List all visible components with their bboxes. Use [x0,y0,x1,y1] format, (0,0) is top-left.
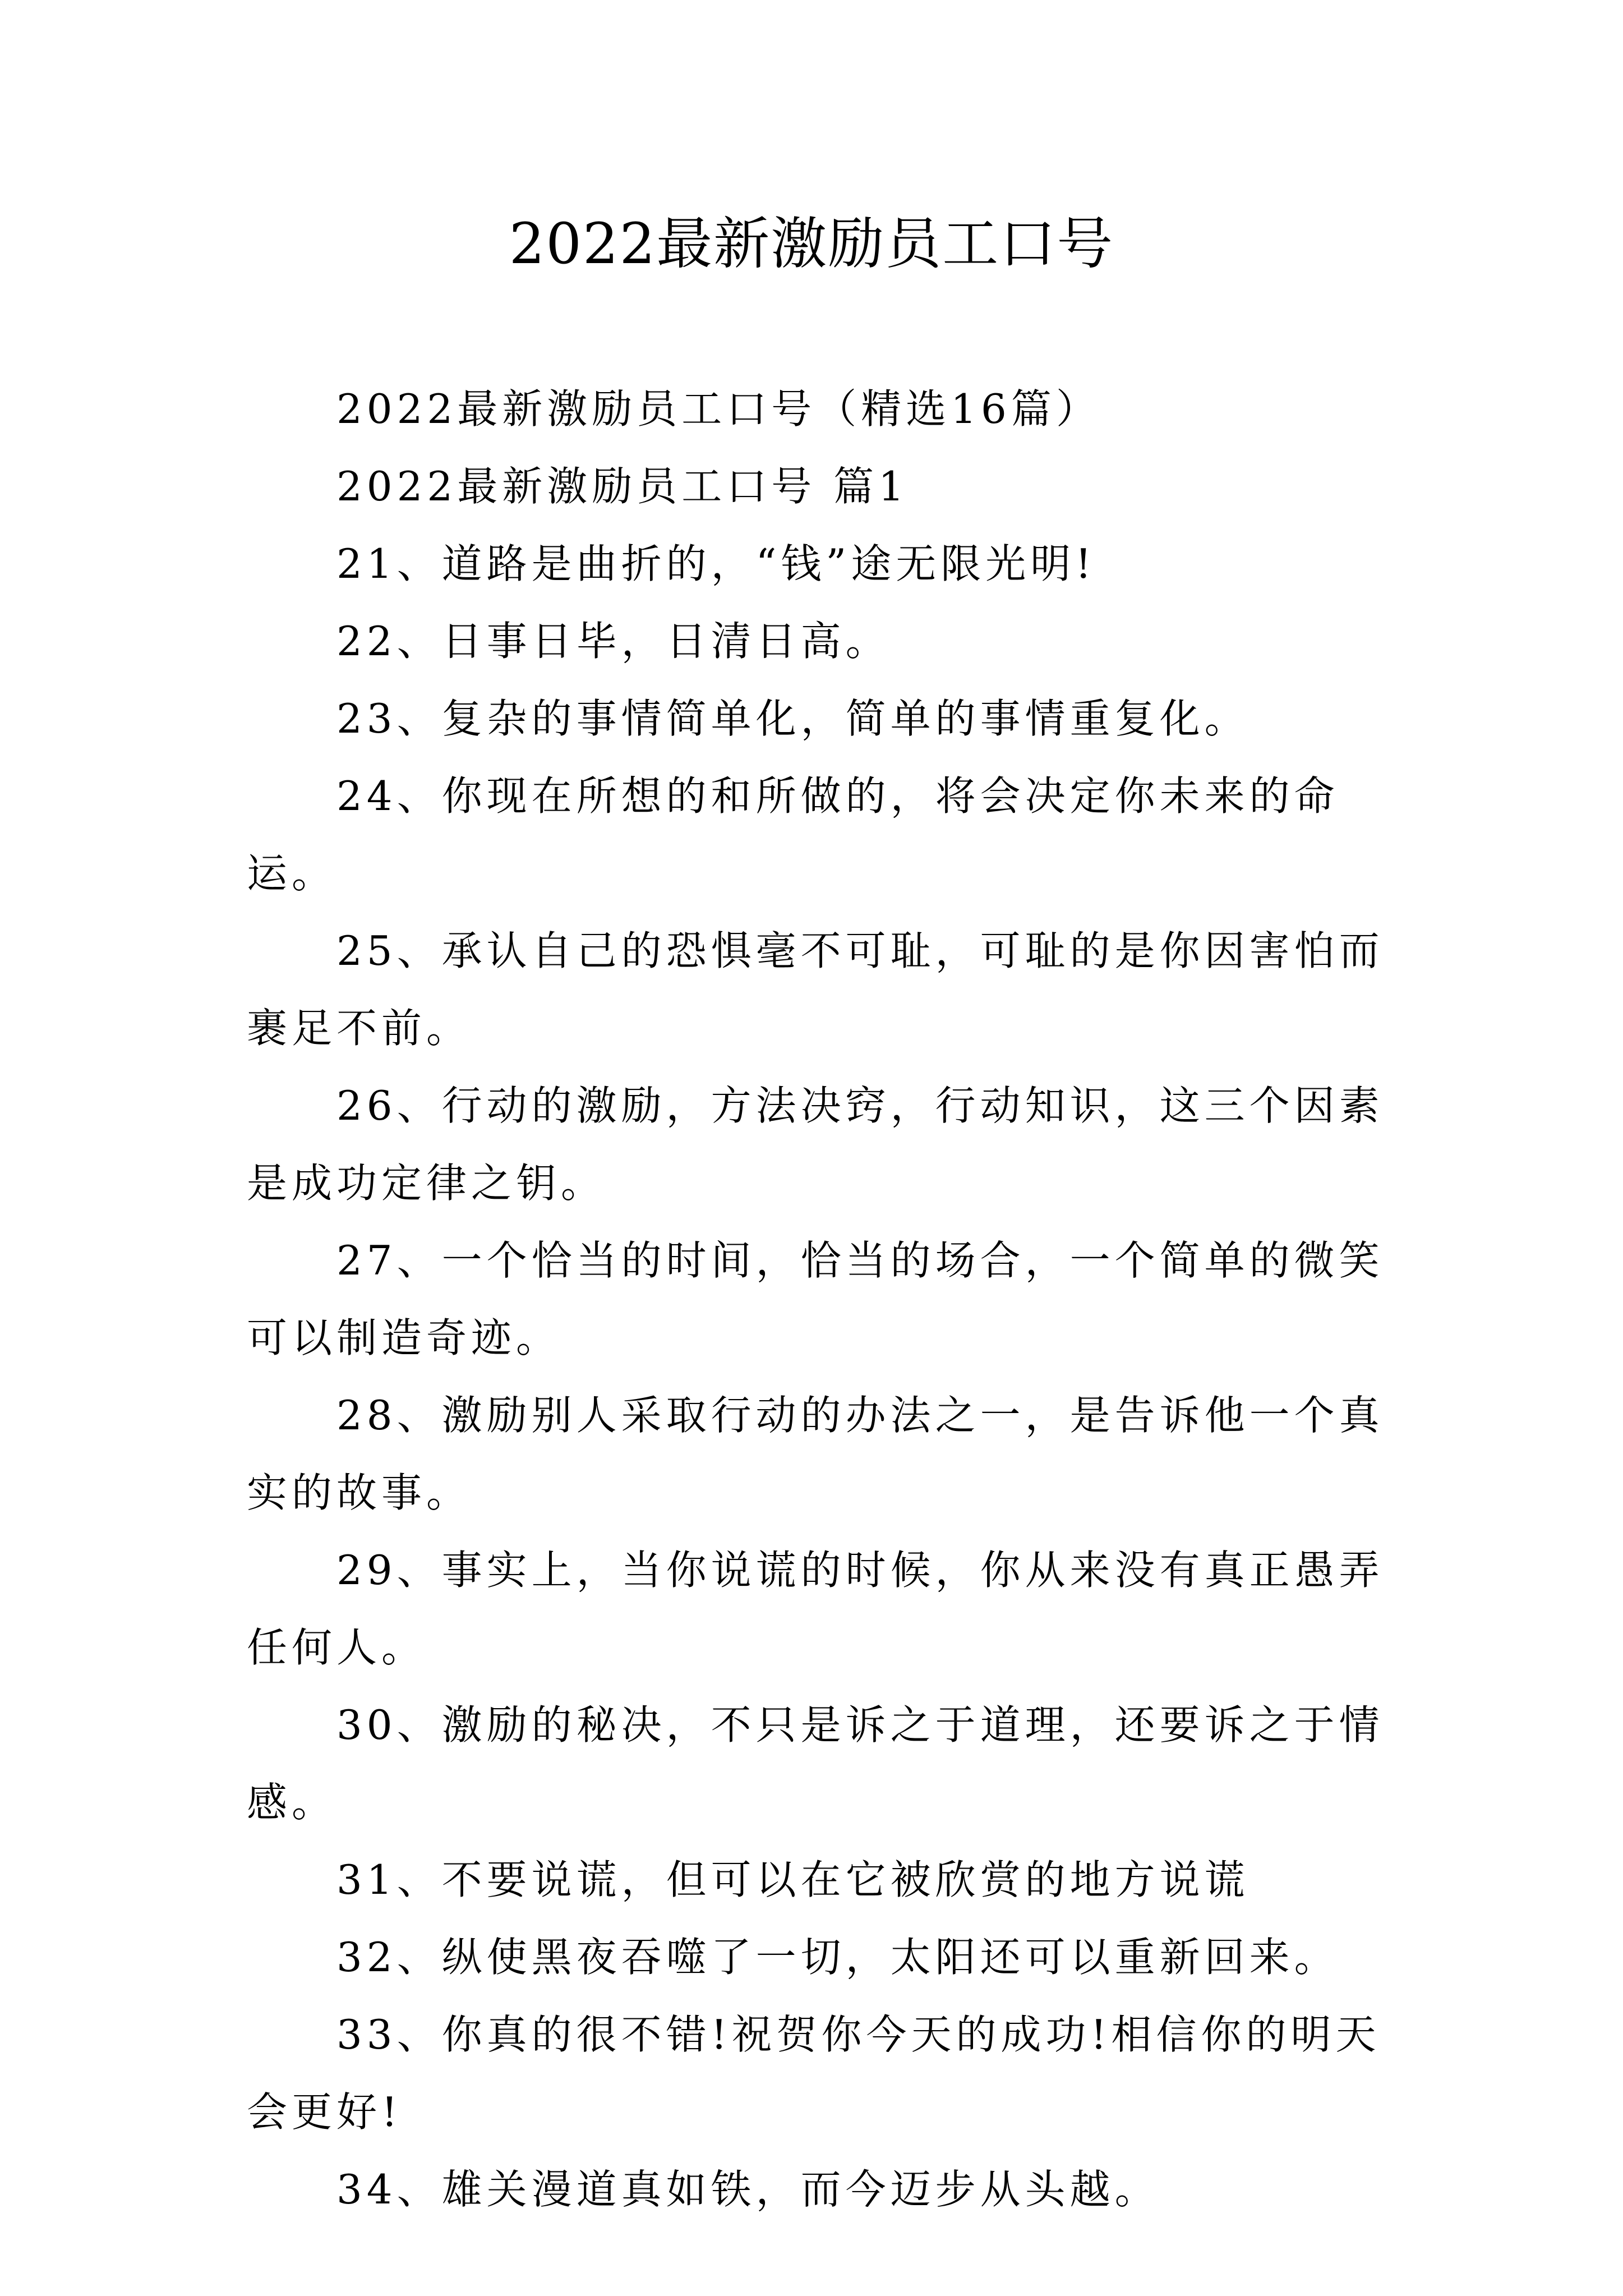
document-title: 2022最新激励员工口号 [509,211,1114,277]
slogan-item: 32、纵使黑夜吞噬了一切，太阳还可以重新回来。 [336,1934,1339,1981]
slogan-item: 22、日事日毕，日清日高。 [336,618,891,665]
slogan-item: 21、道路是曲折的，“钱”途无限光明! [336,540,1096,587]
document-subtitle: 2022最新激励员工口号（精选16篇） [336,385,1101,432]
slogan-item: 27、一个恰当的时间，恰当的场合，一个简单的微笑可以制造奇迹。 [247,1237,1384,1361]
slogan-item: 34、雄关漫道真如铁，而今迈步从头越。 [336,2166,1160,2213]
slogan-item: 23、复杂的事情简单化，简单的事情重复化。 [336,695,1249,742]
slogan-item: 25、承认自己的恐惧毫不可耻，可耻的是你因害怕而裹足不前。 [247,927,1384,1052]
document-body [247,370,1391,2228]
section-heading: 2022最新激励员工口号 篇1 [336,463,909,510]
slogan-item: 29、事实上，当你说谎的时候，你从来没有真正愚弄任何人。 [247,1547,1384,1671]
slogan-item: 33、你真的很不错!祝贺你今天的成功!相信你的明天会更好! [247,2011,1381,2136]
slogan-item: 24、你现在所想的和所做的，将会决定你未来的命运。 [247,772,1339,897]
slogan-item: 30、激励的秘决，不只是诉之于道理，还要诉之于情感。 [247,1701,1384,1826]
slogan-item: 26、行动的激励，方法决窍，行动知识，这三个因素是成功定律之钥。 [247,1082,1384,1207]
slogan-item: 31、不要说谎，但可以在它被欣赏的地方说谎 [336,1856,1249,1903]
slogan-item: 28、激励别人采取行动的办法之一，是告诉他一个真实的故事。 [247,1392,1384,1516]
